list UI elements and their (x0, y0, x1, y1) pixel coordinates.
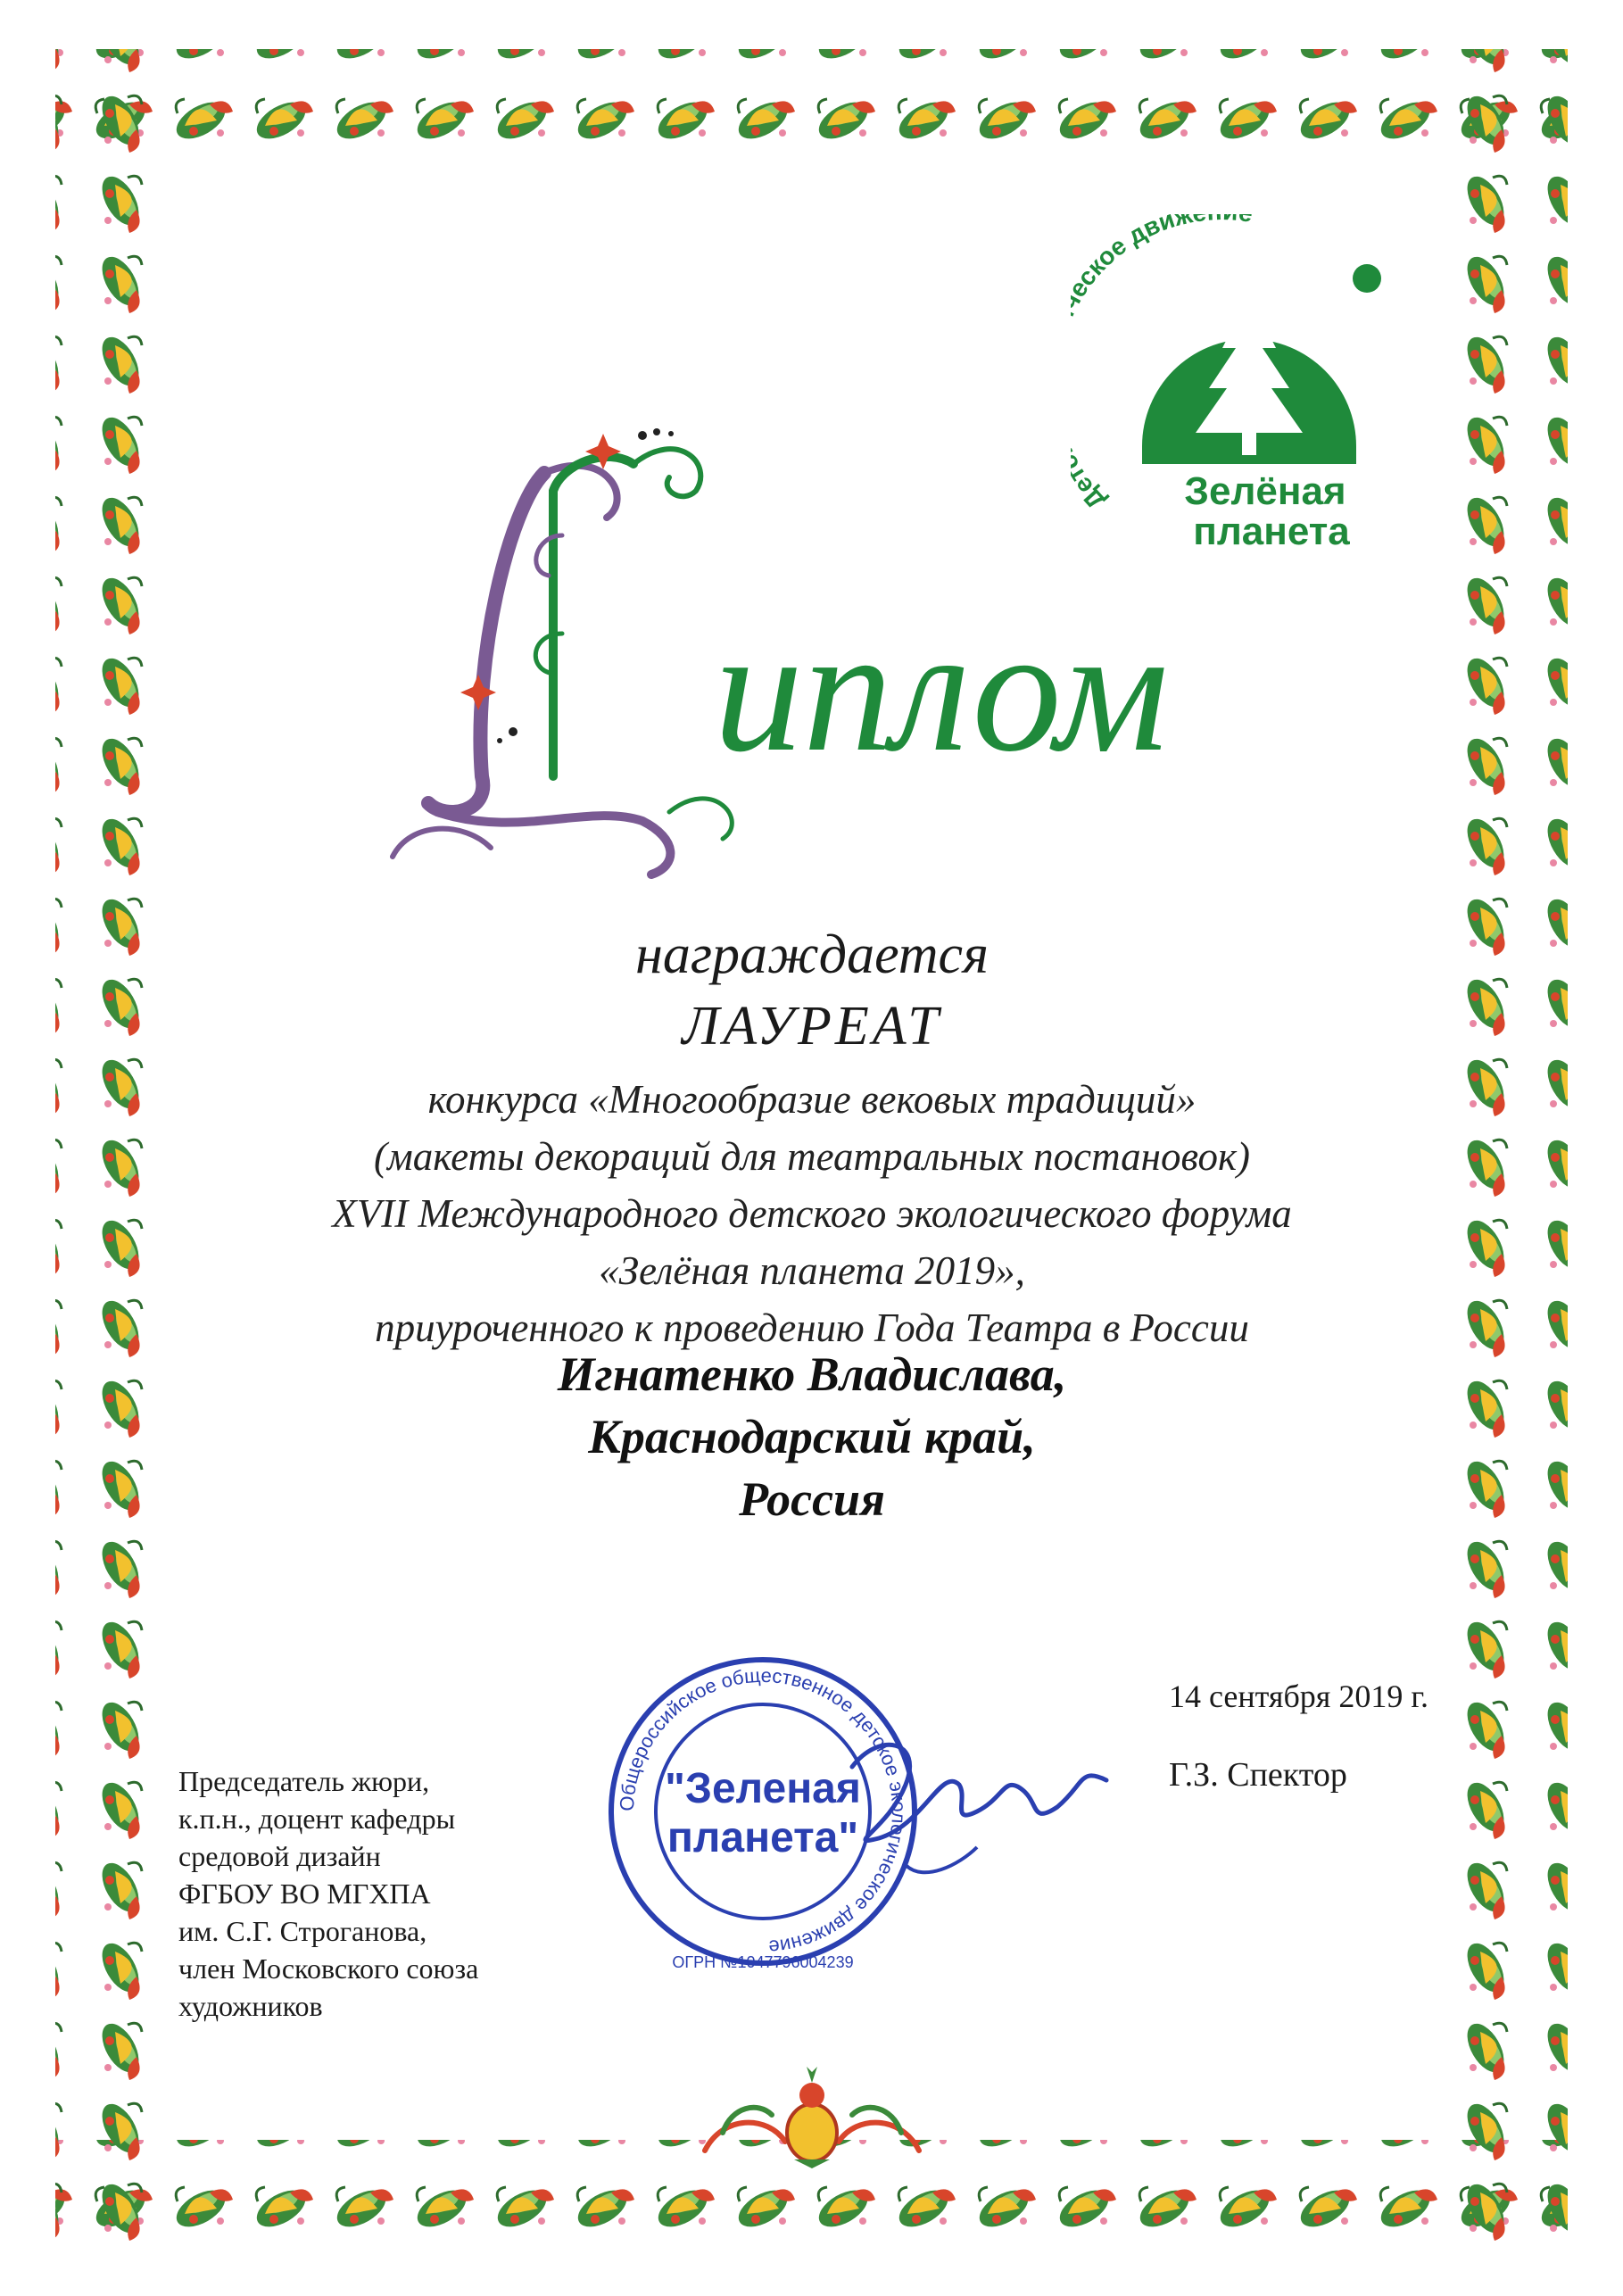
jury-line: им. С.Г. Строганова, (178, 1915, 427, 1947)
description-line: XVII Международного детского экологического форума (332, 1191, 1292, 1236)
stamp-center-line2: планета" (667, 1814, 859, 1861)
jury-line: художников (178, 1990, 323, 2022)
winner-name: Игнатенко Владислава, (557, 1347, 1067, 1401)
organization-stamp (611, 1660, 915, 1971)
laureate-label: ЛАУРЕАТ (682, 996, 942, 1057)
description-line: конкурса «Многообразие вековых традиций» (427, 1077, 1197, 1122)
stamp-and-signature (584, 1633, 1138, 1990)
description-line: «Зелёная планета 2019», (599, 1248, 1025, 1293)
winner-region: Краснодарский край, (588, 1410, 1036, 1463)
award-description (268, 1071, 1356, 1356)
stamp-ogrn: ОГРН №1047796004239 (672, 1953, 854, 1971)
jury-line: Председатель жюри, (178, 1765, 430, 1797)
logo-arc-text: Де ское движ (1071, 214, 1195, 515)
description-line: приуроченного к проведению Года Театра в России (375, 1305, 1249, 1350)
jury-line: средовой дизайн (178, 1840, 381, 1872)
jury-line: ФГБОУ ВО МГХПА (178, 1877, 431, 1910)
logo-name-line1: Зелёная (1184, 469, 1346, 513)
jury-chair-info (178, 1762, 553, 2025)
title-text: иплом (714, 592, 1169, 789)
winner-block (268, 1343, 1356, 1530)
winner-country: Россия (739, 1472, 885, 1526)
bird-ornament (687, 2061, 937, 2168)
stamp-center-line1: "Зеленая (665, 1765, 861, 1812)
diploma-title (339, 393, 1213, 892)
awarded-label: награждается (635, 924, 989, 985)
issue-date: 14 сентября 2019 г. (1169, 1678, 1429, 1714)
jury-line: член Московского союза (178, 1952, 479, 1985)
jury-line: к.п.н., доцент кафедры (178, 1803, 456, 1835)
description-line: (макеты декораций для театральных постановок) (374, 1134, 1250, 1179)
signer-name: Г.З. Спектор (1169, 1756, 1347, 1794)
stamp-ring-text: Общероссийское общественное детское экологическое движение (615, 1663, 911, 1959)
logo-name-line2: планета (1193, 510, 1350, 553)
